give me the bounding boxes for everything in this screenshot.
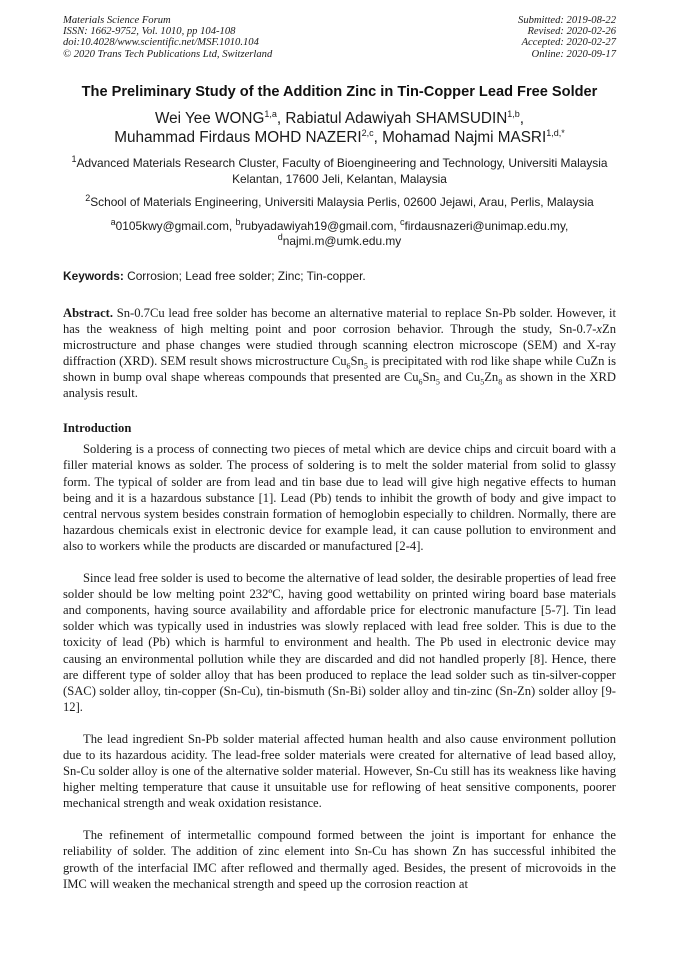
- date-submitted: Submitted: 2019-08-22: [518, 15, 616, 26]
- affiliation-marker: 1: [71, 154, 77, 165]
- abstract-label: Abstract.: [63, 305, 114, 320]
- affiliation-2: [63, 195, 616, 211]
- email-list: [63, 216, 616, 250]
- submission-dates: [518, 15, 616, 60]
- journal-name: Materials Science Forum: [63, 15, 171, 26]
- subscript: 5: [480, 377, 485, 387]
- author-list: Wei Yee WONG$^{1,a}$, Rabiatul Adawiyah SHAMSUDIN$^{1,b}$, Muhammad Firdaus MOHD NAZERI$^{2,c}$, Mohamad Najmi $MASRI^{1,d,*}$: [114, 109, 565, 147]
- abstract-variable: x: [596, 321, 602, 336]
- section-heading-introduction: Introduction: [63, 421, 132, 436]
- journal-issn: ISSN: 1662-9752, Vol. 1010, pp 104-108: [63, 26, 236, 38]
- email-marker: b: [235, 216, 241, 227]
- date-online: Online: 2020-09-17: [531, 48, 616, 60]
- affiliation-marker: 2: [85, 193, 91, 204]
- author-name: Mohamad Najmi MASRI: [382, 129, 547, 147]
- abstract: [63, 305, 616, 402]
- subscript: 5: [363, 361, 368, 371]
- subscript: 5: [435, 377, 440, 387]
- abstract-text: as shown in the XRD analysis result.: [63, 370, 616, 401]
- abstract-text: Zn microstructure and phase changes were studied through scanning electron microscope (SEM) and X-ray diffraction (XRD). SEM result shows microstructure Cu: [63, 321, 616, 369]
- email-link[interactable]: firdausnazeri@unimap.edu.my,: [404, 218, 569, 233]
- journal-info: [63, 15, 272, 60]
- author-name: Wei Yee WONG: [154, 110, 265, 128]
- date-accepted: Accepted: 2020-02-27: [521, 37, 616, 49]
- body-paragraph: The refinement of intermetallic compound formed between the joint is important for enhance the reliability of solder. The addition of zinc element into Sn-Cu has shown Zn has successful inhibited the growth of the interfacial IMC after reflowed and thermally aged. Besides, the present of microvoids in the IMC will weaken the mechanical strength and speed up the corrosion reaction at: [63, 828, 616, 891]
- author-superscript: 1,d,*: [546, 128, 565, 139]
- abstract-text: and Cu: [439, 370, 481, 385]
- keywords: [63, 269, 616, 283]
- email-marker: d: [277, 232, 283, 243]
- journal-header: [63, 15, 616, 60]
- date-revised: Revised: 2020-02-26: [527, 26, 616, 38]
- author-superscript: 1,a: [264, 109, 277, 120]
- email-link[interactable]: 0105kwy@gmail.com,: [115, 218, 233, 233]
- subscript: 6: [418, 377, 423, 387]
- author-superscript: 1,b: [507, 109, 520, 120]
- keywords-text: Corrosion; Lead free solder; Zinc; Tin-copper.: [127, 268, 366, 283]
- body-paragraph: Soldering is a process of connecting two pieces of metal which are device chips and circuit board with a filler material knows as solder. The process of soldering is to melt the solder material from solid to glassy form. The typical of solder are from lead and tin base due to lead will give high negative effects to human being and it is a hazardous substance [1]. Lead (Pb) tends to inhibit the growth of body and give impact to central nervous system besides constrain formation of hemoglobin especially to children. Normally, there are hazardous chemicals exist in electronic device for example lead, it can cause pollution to environment and also to workers while the products are discarded or manufactured [2-4].: [63, 442, 616, 553]
- author-name: Rabiatul Adawiyah SHAMSUDIN: [285, 110, 508, 128]
- affiliation-text: Advanced Materials Research Cluster, Faculty of Bioengineering and Technology, Universiti Malaysia Kelantan, 17600 Jeli, Kelantan, Malaysia: [76, 156, 608, 186]
- body-paragraph: The lead ingredient Sn-Pb solder material affected human health and also cause environment pollution due to its hazardous acidity. The lead-free solder materials were created for alternative of lead based alloy, Sn-Cu solder alloy is one of the alternative solder material. However, Sn-Cu still has its weakness like having higher melting temperature that cause it unsuitable use for reflowing of heat sensitive components, poorer mechanical strength and weak oxidation resistance.: [63, 731, 616, 811]
- affiliation-1: [63, 156, 616, 187]
- author-superscript: 2,c: [361, 128, 374, 139]
- abstract-text: Sn: [422, 370, 436, 385]
- body-paragraph: Since lead free solder is used to become the alternative of lead solder, the desirable properties of lead free solder should be low melting point 232ºC, having good wettability on printed wiring board base materials and components, having source availability and affordable price for electronic manufacture [5-7]. Tin lead solder which was typically used in industries was slowly replaced with lead free solder. This is due to the toxicity of lead (Pb) which is harmful to environment and health. The Pb used in electronic device may causing an environmental pollution while they are discarded and did not handled properly [8]. Hence, there are different type of solder alloy that has been produced to replace the lead solder such as tin-silver-copper (SAC) solder alloy, tin-copper (Sn-Cu), tin-bismuth (Sn-Bi) solder alloy and tin-zinc (Sn-Zn) solder alloy [9-12].: [63, 571, 616, 714]
- abstract-text: Sn-0.7Cu lead free solder has become an alternative material to replace Sn-Pb solder. However, it has the weakness of high melting point and poor corrosion behavior. Through the study, Sn-0.7-: [63, 305, 616, 336]
- keywords-label: Keywords:: [63, 268, 124, 283]
- author-name: Muhammad Firdaus MOHD NAZERI: [114, 129, 362, 147]
- abstract-text: Zn: [484, 370, 499, 385]
- journal-copyright: © 2020 Trans Tech Publications Ltd, Switzerland: [63, 48, 273, 60]
- email-marker: a: [110, 216, 116, 227]
- abstract-text: is precipitated with rod like shape while CuZn is shown in bump oval shape whereas compounds that presented are Cu: [63, 354, 616, 385]
- subscript: 6: [346, 361, 351, 371]
- subscript: 8: [498, 377, 503, 387]
- abstract-text: Sn: [350, 354, 364, 369]
- email-link[interactable]: rubyadawiyah19@gmail.com,: [240, 218, 397, 233]
- journal-doi: doi:10.4028/www.scientific.net/MSF.1010.104: [63, 37, 259, 49]
- affiliation-text: School of Materials Engineering, Universiti Malaysia Perlis, 02600 Jejawi, Arau, Perlis, Malaysia: [90, 195, 594, 210]
- email-marker: c: [399, 216, 405, 227]
- paper-title: The Preliminary Study of the Addition Zinc in Tin-Copper Lead Free Solder: [81, 83, 598, 100]
- email-link[interactable]: najmi.m@umk.edu.my: [282, 234, 402, 249]
